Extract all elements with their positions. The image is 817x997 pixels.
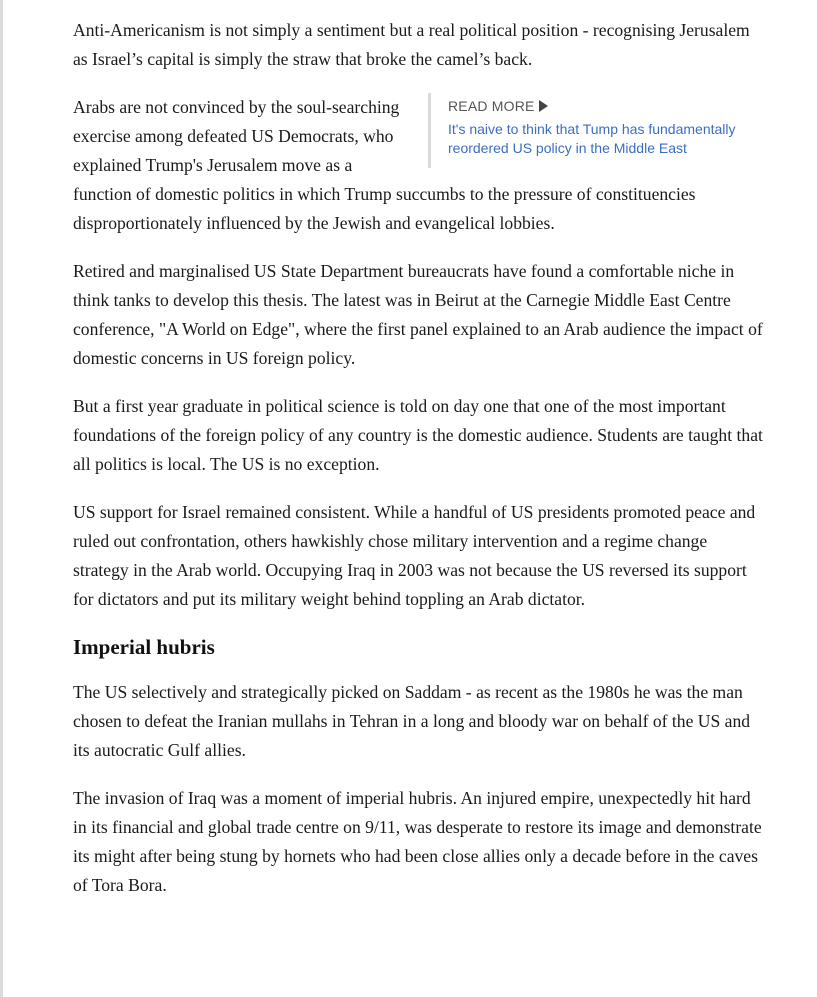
read-more-heading[interactable]	[448, 93, 763, 115]
paragraph-2-block	[73, 93, 763, 238]
read-more-label: READ MORE	[448, 98, 535, 114]
paragraph-3: Retired and marginalised US State Department bureaucrats have found a comfortable niche in think tanks to develop this thesis. The latest was in Beirut at the Carnegie Middle East Centre conference, "A World on Edge", where the first panel explained to an Arab audience the impact of domestic concerns in US foreign policy.	[73, 261, 763, 368]
paragraph-7: The invasion of Iraq was a moment of imperial hubris. An injured empire, unexpectedly hit hard in its financial and global trade centre on 9/11, was desperate to restore its image and demonstrate its might after being stung by hornets who had been close allies only a decade before in the caves of Tora Bora.	[73, 788, 762, 895]
paragraph-6: The US selectively and strategically picked on Saddam - as recent as the 1980s he was the man chosen to defeat the Iranian mullahs in Tehran in a long and bloody war on behalf of the US and its autocratic Gulf allies.	[73, 682, 751, 760]
article-body	[73, 16, 763, 919]
read-more-box	[428, 93, 763, 168]
paragraph-1: Anti-Americanism is not simply a sentiment but a real political position - recognising Jerusalem as Israel’s capital is simply the straw that broke the camel’s back.	[73, 20, 750, 69]
play-arrow-icon	[539, 100, 548, 112]
paragraph-4: But a first year graduate in political science is told on day one that one of the most important foundations of the foreign policy of any country is the domestic audience. Students are taught that all politics is local. The US is no exception.	[73, 396, 763, 474]
read-more-link[interactable]: It's naive to think that Tump has fundamentally reordered US policy in the Middle East	[448, 121, 736, 156]
paragraph-2: Arabs are not convinced by the soul-searching exercise among defeated US Democrats, who explained Trump's Jerusalem move as a function of domestic politics in which Trump succumbs to the pressure of constituencies disproportionately influenced by the Jewish and evangelical lobbies.	[73, 97, 696, 233]
section-heading: Imperial hubris	[73, 635, 215, 659]
paragraph-5: US support for Israel remained consistent. While a handful of US presidents promoted peace and ruled out confrontation, others hawkishly chose military intervention and a regime change strategy in the Arab world. Occupying Iraq in 2003 was not because the US reversed its support for dictators and put its military weight behind toppling an Arab dictator.	[73, 502, 756, 609]
